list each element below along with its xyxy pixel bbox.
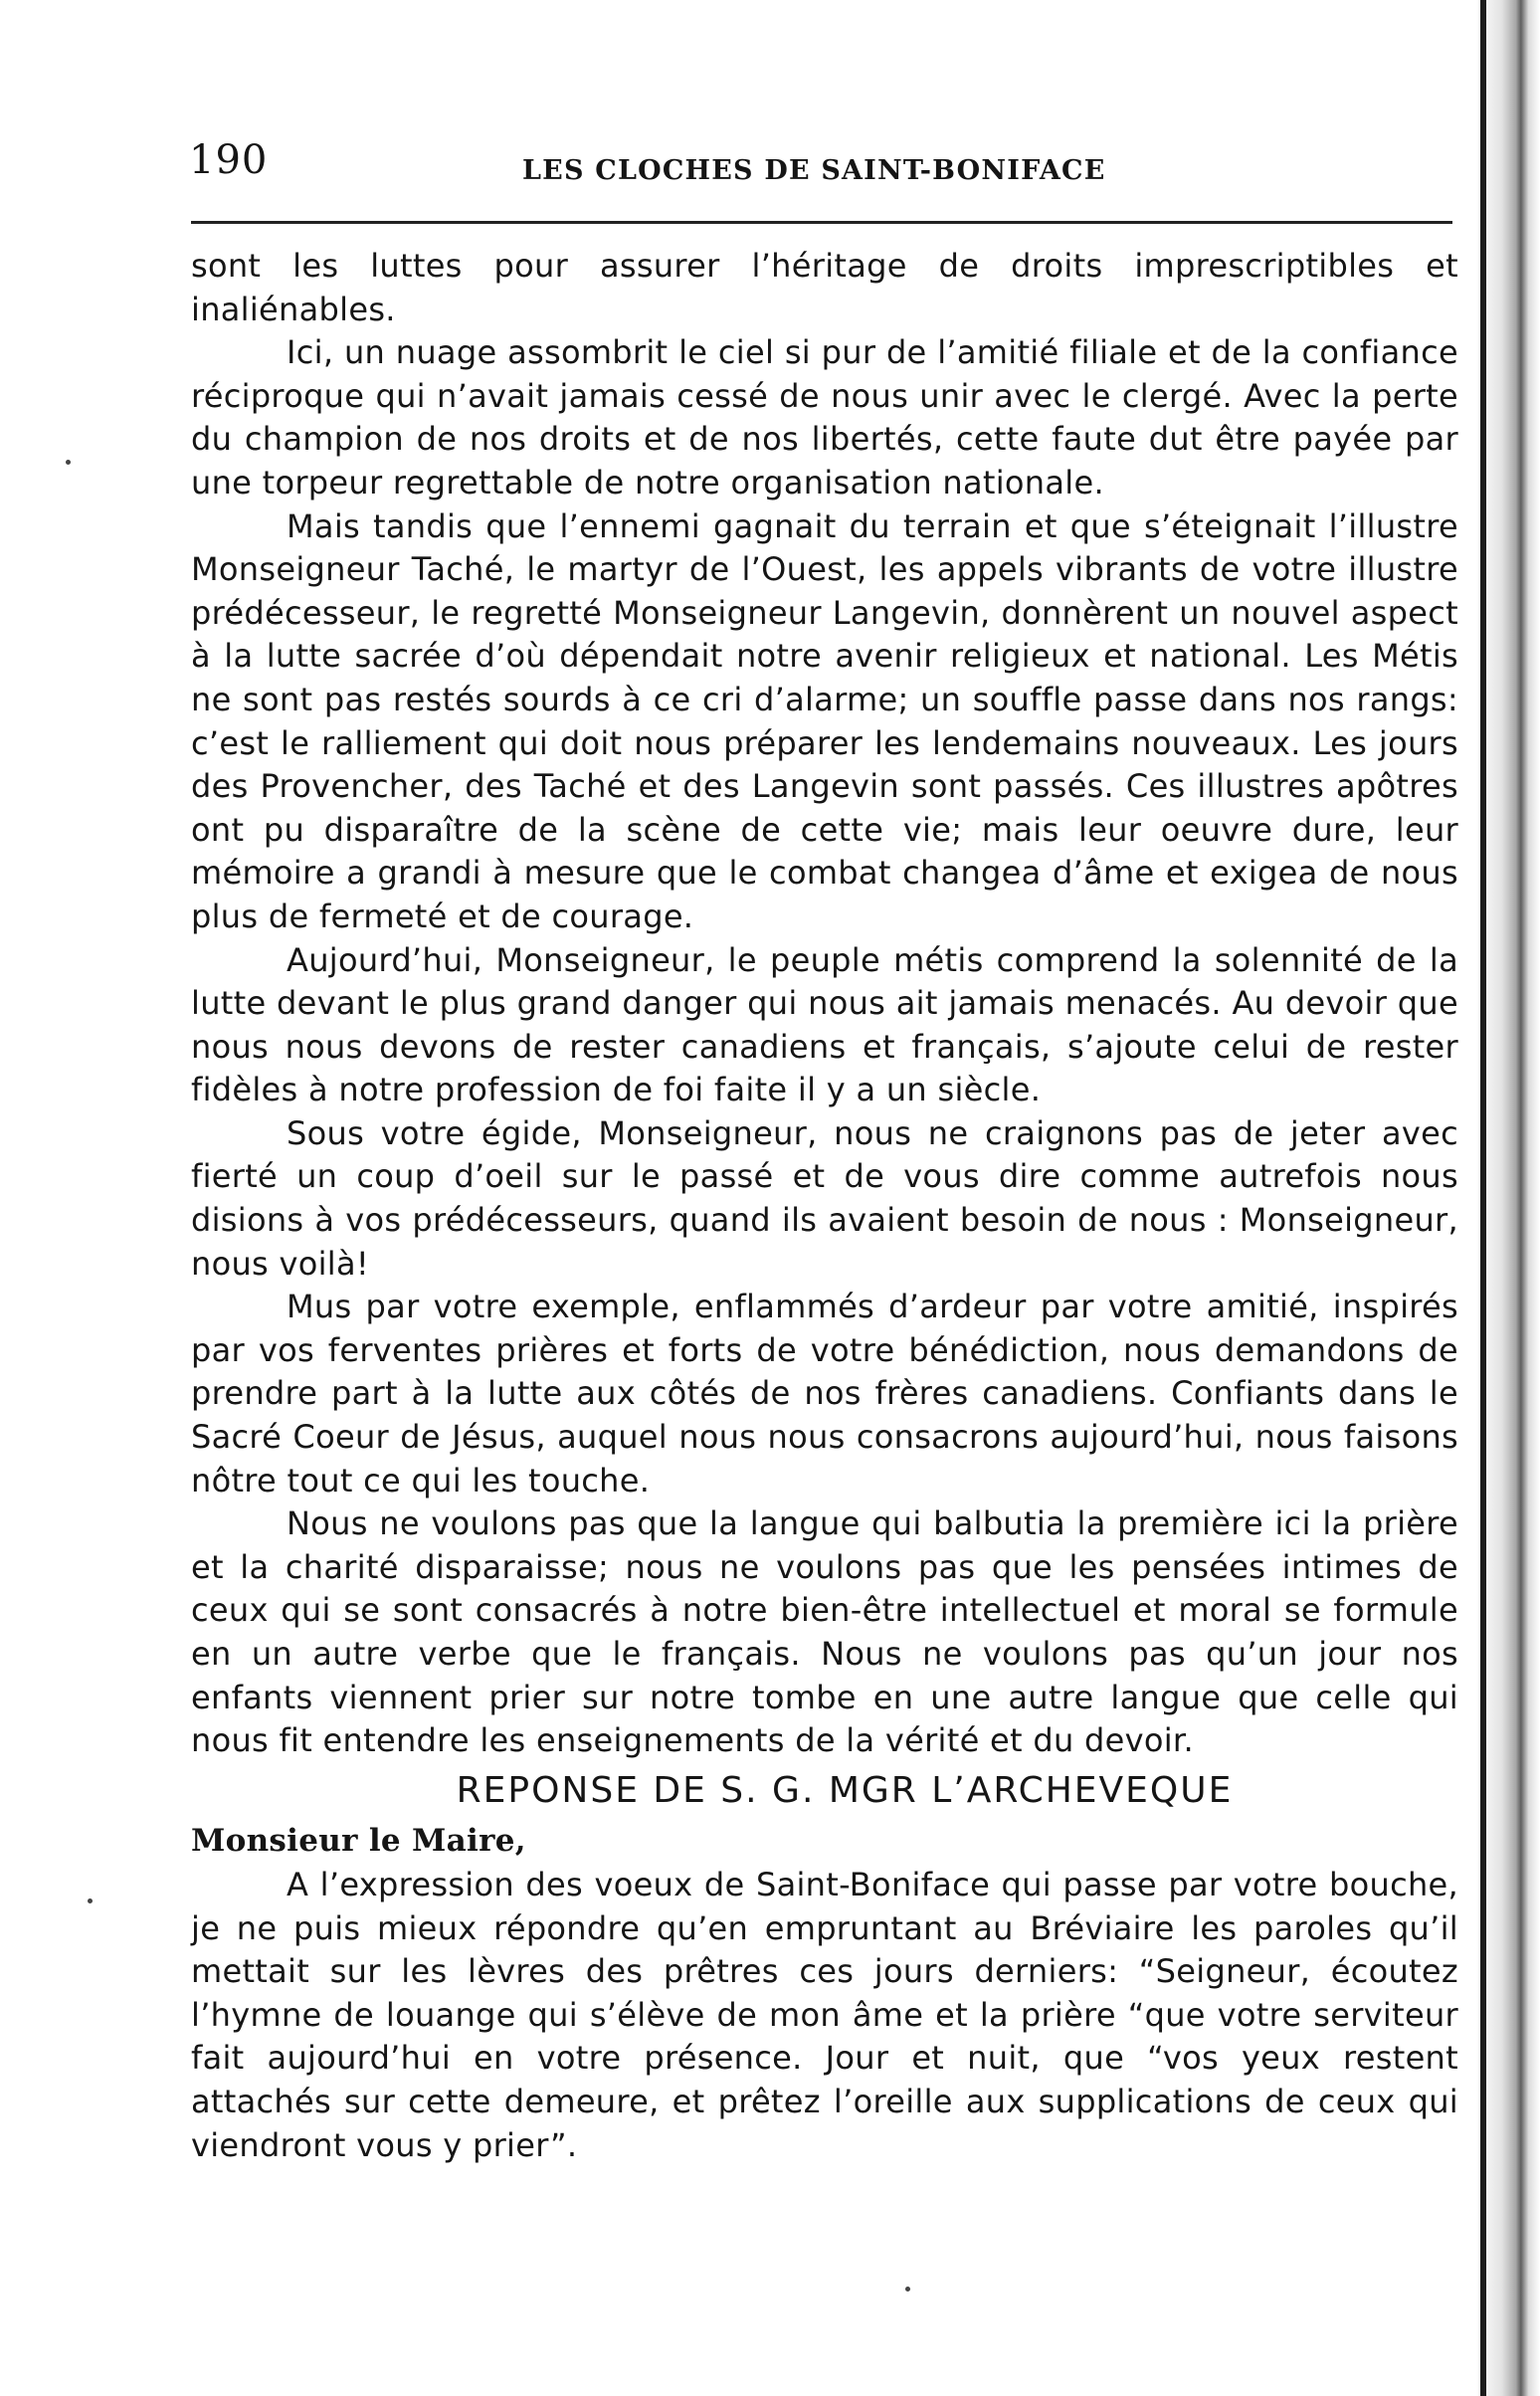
- scan-speck: [88, 1898, 93, 1903]
- page-edge-line: [1480, 0, 1486, 2396]
- scan-speck: [905, 2287, 910, 2292]
- paragraph: Sous votre égide, Monseigneur, nous ne craignons pas de jeter avec fierté un coup d’oeil sur le passé et de vous dire comme autrefois nous disions à vos prédécesseurs, quand ils avaient besoin de nous : Monseigneur, nous voilà!: [191, 1113, 1458, 1283]
- body-text: [191, 245, 1458, 2167]
- salutation: Monsieur le Maire,: [191, 1823, 526, 1860]
- section-heading: REPONSE DE S. G. MGR L’ARCHEVEQUE: [456, 1769, 1234, 1811]
- reply-paragraph: A l’expression des voeux de Saint-Boniface qui passe par votre bouche, je ne puis mieux répondre qu’en empruntant au Bréviaire les paroles qu’il mettait sur les lèvres des prêtres ces jours derniers: “Seigneur, écoutez l’hymne de louange qui s’élève de mon âme et la prière “que votre serviteur fait aujourd’hui en votre présence. Jour et nuit, que “vos yeux restent attachés sur cette demeure, et prêtez l’oreille aux supplications de ceux qui viendront vous y prier”.: [191, 1865, 1458, 2164]
- paragraph: Aujourd’hui, Monseigneur, le peuple métis comprend la solennité de la lutte devant le plus grand danger qui nous ait jamais menacés. Au devoir que nous nous devons de rester canadiens et français, s’ajoute celui de rester fidèles à notre profession de foi faite il y a un siècle.: [191, 940, 1458, 1109]
- paragraph: Nous ne voulons pas que la langue qui balbutia la première ici la prière et la charité disparaisse; nous ne voulons pas que les pensées intimes de ceux qui se sont consacrés à notre bien-être intellectuel et moral se formule en un autre verbe que le français. Nous ne voulons pas qu’un jour nos enfants viennent prier sur notre tombe en une autre langue que celle qui nous fit entendre les enseignements de la vérité et du devoir.: [191, 1504, 1458, 1760]
- paragraph: Mus par votre exemple, enflammés d’ardeur par votre amitié, inspirés par vos ferventes prières et forts de votre bénédiction, nous demandons de prendre part à la lutte aux côtés de nos frères canadiens. Confiants dans le Sacré Coeur de Jésus, auquel nous nous consacrons aujourd’hui, nous faisons nôtre tout ce qui les touche.: [191, 1288, 1458, 1499]
- paragraph: Mais tandis que l’ennemi gagnait du terrain et que s’éteignait l’illustre Monseigneur Taché, le martyr de l’Ouest, les appels vibrants de votre illustre prédécesseur, le regretté Monseigneur Langevin, donnèrent un nouvel aspect à la lutte sacrée d’où dépendait notre avenir religieux et national. Les Métis ne sont pas restés sourds à ce cri d’alarme; un souffle passe dans nos rangs: c’est le ralliement qui doit nous préparer les lendemains nouveaux. Les jours des Provencher, des Taché et des Langevin sont passés. Ces illustres apôtres ont pu disparaître de la scène de cette vie; mais leur oeuvre dure, leur mémoire a grandi à mesure que le combat changea d’âme et exigea de nous plus de fermeté et de courage.: [191, 506, 1458, 935]
- scan-speck: [66, 460, 71, 465]
- header-rule: [191, 221, 1452, 224]
- paragraph-continuation: sont les luttes pour assurer l’héritage de droits imprescriptibles et inaliénables.: [191, 247, 1458, 328]
- paragraph: Ici, un nuage assombrit le ciel si pur de l’amitié filiale et de la confiance réciproque qui n’avait jamais cessé de nous unir avec le clergé. Avec la perte du champion de nos droits et de nos libertés, cette faute dut être payée par une torpeur regrettable de notre organisation nationale.: [191, 333, 1458, 501]
- page-number: 190: [189, 137, 269, 183]
- running-header: [189, 137, 1452, 197]
- running-title: LES CLOCHES DE SAINT-BONIFACE: [522, 155, 1106, 186]
